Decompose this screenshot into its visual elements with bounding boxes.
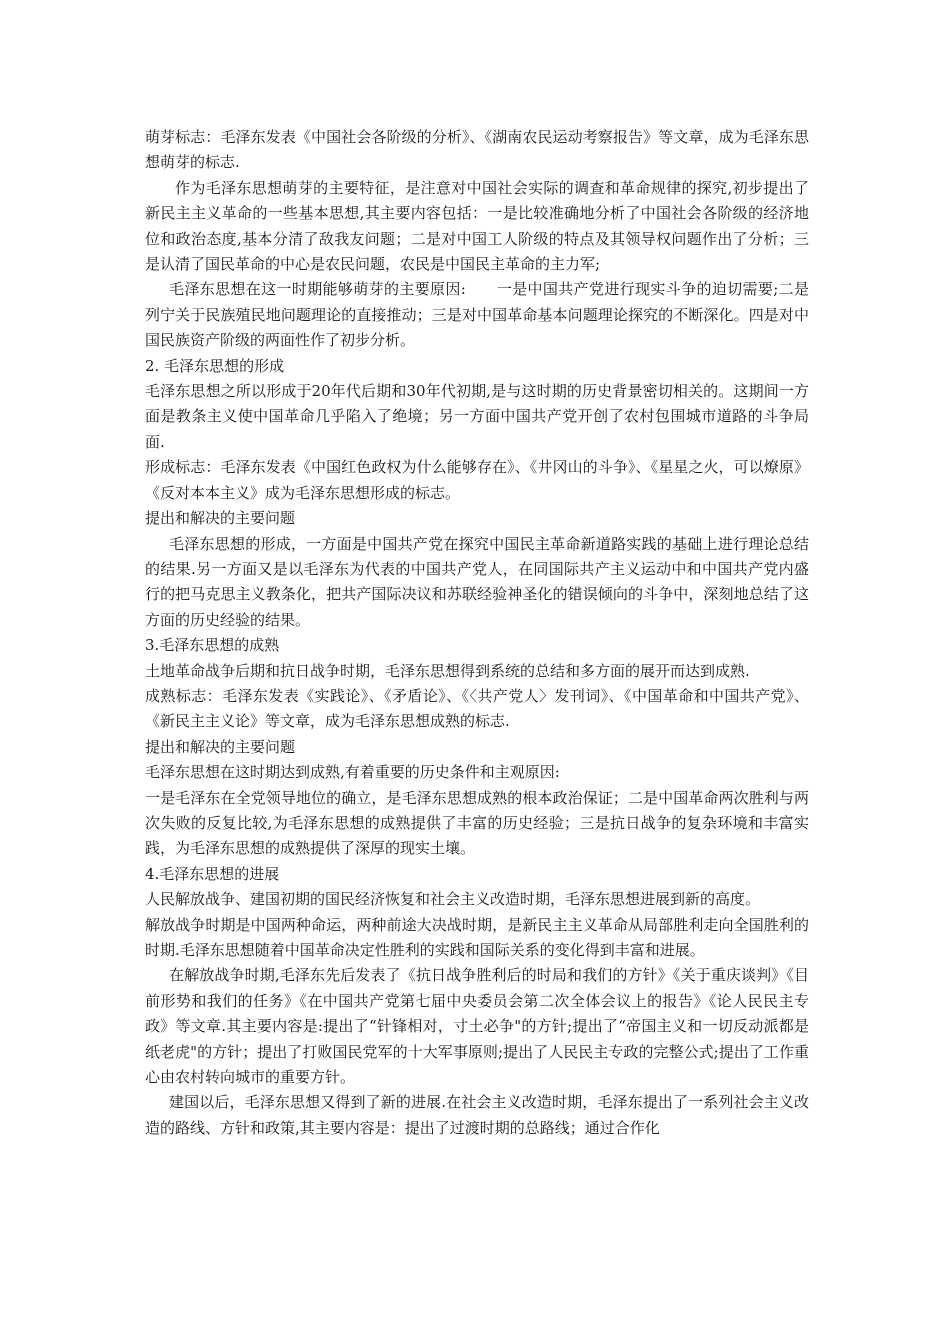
subheading-main-problems-2: 提出和解决的主要问题 xyxy=(145,737,296,756)
subheading-main-problems: 提出和解决的主要问题 xyxy=(145,509,296,528)
paragraph-maturity-period: 土地革命战争后期和抗日战争时期，毛泽东思想得到系统的总结和多方面的展开而达到成熟. xyxy=(145,661,750,680)
paragraph-sprout-reasons: 毛泽东思想在这一时期能够萌芽的主要原因: 一是中国共产党进行现实斗争的迫切需要;二是列宁关于民族殖民地问题理论的直接推动；三是对中国革命基本问题理论探究的不断深化。四是对中国民族资产阶级的两面性作了初步分析。 xyxy=(145,280,809,350)
paragraph-maturity-reasons: 一是毛泽东在全党领导地位的确立，是毛泽东思想成熟的根本政治保证；二是中国革命两次胜利与两次失败的反复比较,为毛泽东思想的成熟提供了丰富的历史经验；三是抗日战争的复杂环境和丰富实践，为毛泽东思想的成熟提供了深厚的现实土壤。 xyxy=(145,788,809,858)
section-heading-development: 4.毛泽东思想的进展 xyxy=(145,864,280,883)
paragraph-maturity-marker: 成熟标志：毛泽东发表《实践论》、《矛盾论》、《〈共产党人〉发刊词》、《中国革命和中国共产党》、《新民主主义论》等文章，成为毛泽东思想成熟的标志. xyxy=(145,686,809,731)
paragraph-liberation-war: 解放战争时期是中国两种命运，两种前途大决战时期，是新民主主义革命从局部胜利走向全国胜利的时期.毛泽东思想随着中国革命决定性胜利的实践和国际关系的变化得到丰富和进展。 xyxy=(145,915,809,959)
paragraph-sprout-features: 作为毛泽东思想萌芽的主要特征，是注意对中国社会实际的调查和革命规律的探究,初步提出了新民主主义革命的一些基本思想,其主要内容包括：一是比较准确地分析了中国社会各阶级的经济地位和政治态度,基本分清了敌我友问题；二是对中国工人阶级的特点及其领导权问题作出了分析；三是认清了国民革命的中心是农民问题，农民是中国民主革命的主力军; xyxy=(145,178,809,274)
document-page xyxy=(145,125,809,1141)
paragraph-sprout-marker: 萌芽标志：毛泽东发表《中国社会各阶级的分析》、《湖南农民运动考察报告》等文章，成为毛泽东思想萌芽的标志. xyxy=(145,128,809,172)
section-heading-formation: 2. 毛泽东思想的形成 xyxy=(145,356,285,375)
paragraph-development-period: 人民解放战争、建国初期的国民经济恢复和社会主义改造时期，毛泽东思想进展到新的高度。 xyxy=(145,890,761,909)
paragraph-formation-marker: 形成标志：毛泽东发表《中国红色政权为什么能够存在》、《井冈山的斗争》、《星星之火，可以燎原》《反对本本主义》成为毛泽东思想形成的标志。 xyxy=(145,458,809,502)
section-heading-maturity: 3.毛泽东思想的成熟 xyxy=(145,636,280,655)
paragraph-formation-background: 毛泽东思想之所以形成于20年代后期和30年代初期,是与这时期的历史背景密切相关的。这期间一方面是教条主义使中国革命几乎陷入了绝境；另一方面中国共产党开创了农村包围城市道路的斗争局面. xyxy=(145,382,809,451)
paragraph-maturity-conditions: 毛泽东思想在这时期达到成熟,有着重要的历史条件和主观原因: xyxy=(145,763,560,782)
paragraph-formation-result: 毛泽东思想的形成，一方面是中国共产党在探究中国民主革命新道路实践的基础上进行理论总结的结果.另一方面又是以毛泽东为代表的中国共产党人，在同国际共产主义运动中和中国共产党内盛行的把马克思主义教条化，把共产国际决议和苏联经验神圣化的错误倾向的斗争中，深刻地总结了这方面的历史经验的结果。 xyxy=(145,534,809,629)
paragraph-post-founding: 建国以后，毛泽东思想又得到了新的进展.在社会主义改造时期，毛泽东提出了一系列社会主义改造的路线、方针和政策,其主要内容是：提出了过渡时期的总路线；通过合作化 xyxy=(145,1093,809,1137)
paragraph-liberation-works: 在解放战争时期,毛泽东先后发表了《抗日战争胜利后的时局和我们的方针》《关于重庆谈判》《目前形势和我们的任务》《在中国共产党第七届中央委员会第二次全体会议上的报告》《论人民民主专政》等文章.其主要内容是:提出了“针锋相对，寸土必争"的方针;提出了“帝国主义和一切反动派都是纸老虎"的方针；提出了打败国民党军的十大军事原则;提出了人民民主专政的完整公式;提出了工作重心由农村转向城市的重要方针。 xyxy=(145,966,809,1087)
